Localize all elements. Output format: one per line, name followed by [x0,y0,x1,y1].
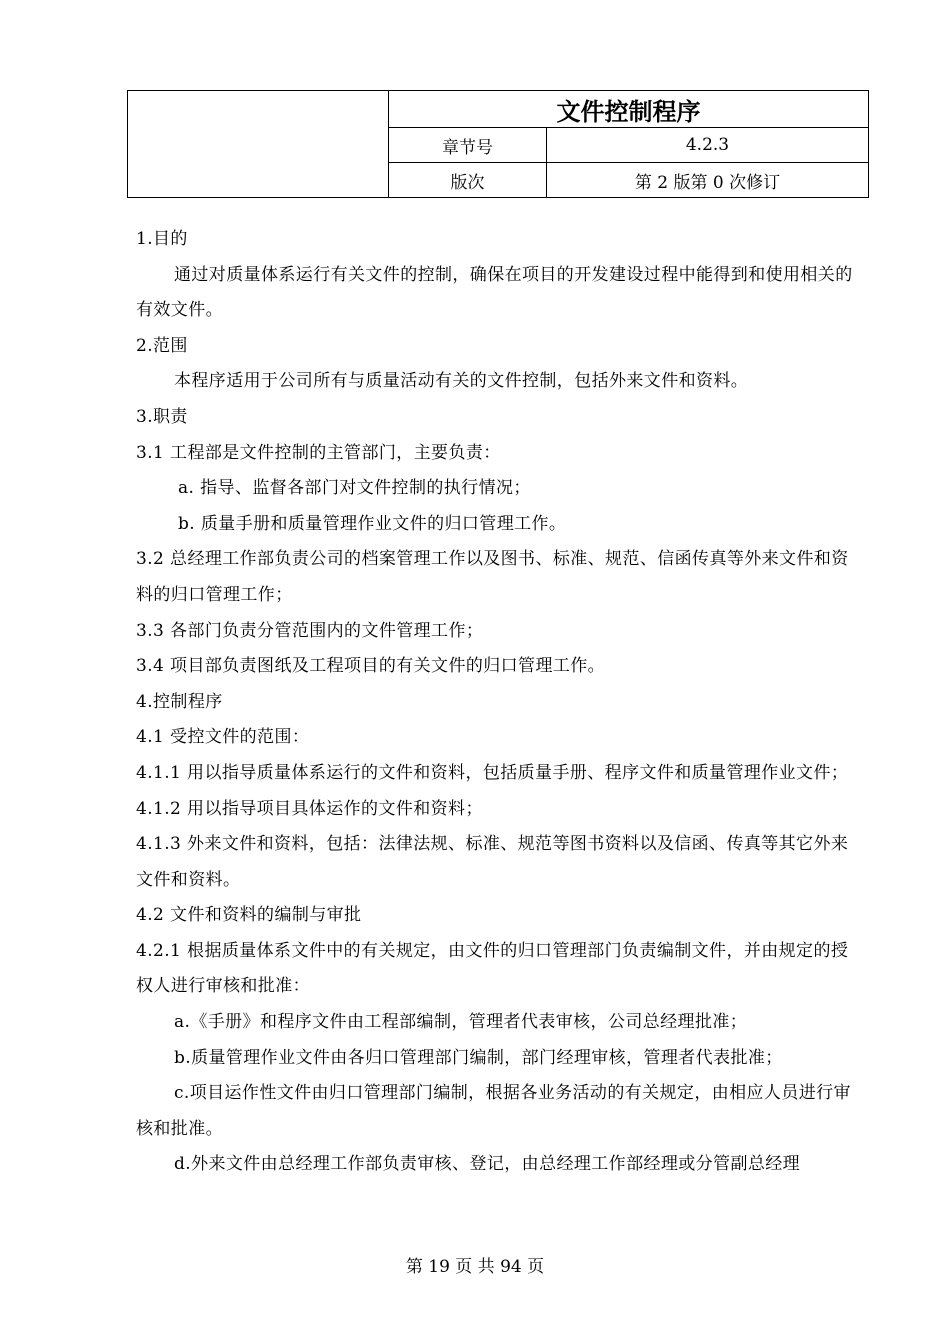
paragraph: 4.2.1 根据质量体系文件中的有关规定，由文件的归口管理部门负责编制文件，并由规定的授权人进行审核和批准： [136,940,849,997]
revision-label: 版次 [389,163,547,198]
section-number-value: 4.2.3 [547,128,869,163]
revision-value: 第 2 版第 0 次修订 [547,163,869,198]
list-item: a. 指导、监督各部门对文件控制的执行情况； [178,478,531,499]
list-item: a.《手册》和程序文件由工程部编制，管理者代表审核，公司总经理批准； [174,1012,748,1033]
heading-responsibilities: 3.职责 [136,406,188,427]
heading-scope: 2.范围 [136,335,188,356]
document-body [136,222,860,1183]
paragraph: 4.1.3 外来文件和资料，包括：法律法规、标准、规范等图书资料以及信函、传真等其它外来文件和资料。 [136,834,849,890]
list-item: d.外来文件由总经理工作部负责审核、登记，由总经理工作部经理或分管副总经理 [174,1154,801,1175]
heading-purpose: 1.目的 [136,229,188,249]
paragraph: 4.1.2 用以指导项目具体运作的文件和资料； [136,798,483,819]
paragraph: 4.1.1 用以指导质量体系运行的文件和资料，包括质量手册、程序文件和质量管理作业文件； [136,762,849,783]
heading-control-procedure: 4.控制程序 [136,691,223,712]
section-number-label: 章节号 [389,128,547,163]
logo-cell [128,91,389,198]
paragraph: 3.2 总经理工作部负责公司的档案管理工作以及图书、标准、规范、信函传真等外来文件和资料的归口管理工作； [136,549,849,605]
page-number-footer: 第 19 页 共 94 页 [405,1257,545,1277]
paragraph: 通过对质量体系运行有关文件的控制，确保在项目的开发建设过程中能得到和使用相关的有效文件。 [136,264,853,321]
paragraph: 本程序适用于公司所有与质量活动有关的文件控制，包括外来文件和资料。 [174,371,749,392]
paragraph: 3.3 各部门负责分管范围内的文件管理工作； [136,620,484,641]
list-item: b. 质量手册和质量管理作业文件的归口管理工作。 [178,513,567,534]
document-header-table [127,90,869,198]
list-item: c.项目运作性文件由归口管理部门编制，根据各业务活动的有关规定，由相应人员进行审核和批准。 [136,1083,851,1139]
paragraph: 4.2 文件和资料的编制与审批 [136,905,362,926]
document-title: 文件控制程序 [389,91,869,128]
paragraph: 3.4 项目部负责图纸及工程项目的有关文件的归口管理工作。 [136,656,606,677]
paragraph: 4.1 受控文件的范围： [136,727,310,748]
paragraph: 3.1 工程部是文件控制的主管部门，主要负责： [136,442,501,463]
list-item: b.质量管理作业文件由各归口管理部门编制，部门经理审核，管理者代表批准； [174,1047,783,1068]
